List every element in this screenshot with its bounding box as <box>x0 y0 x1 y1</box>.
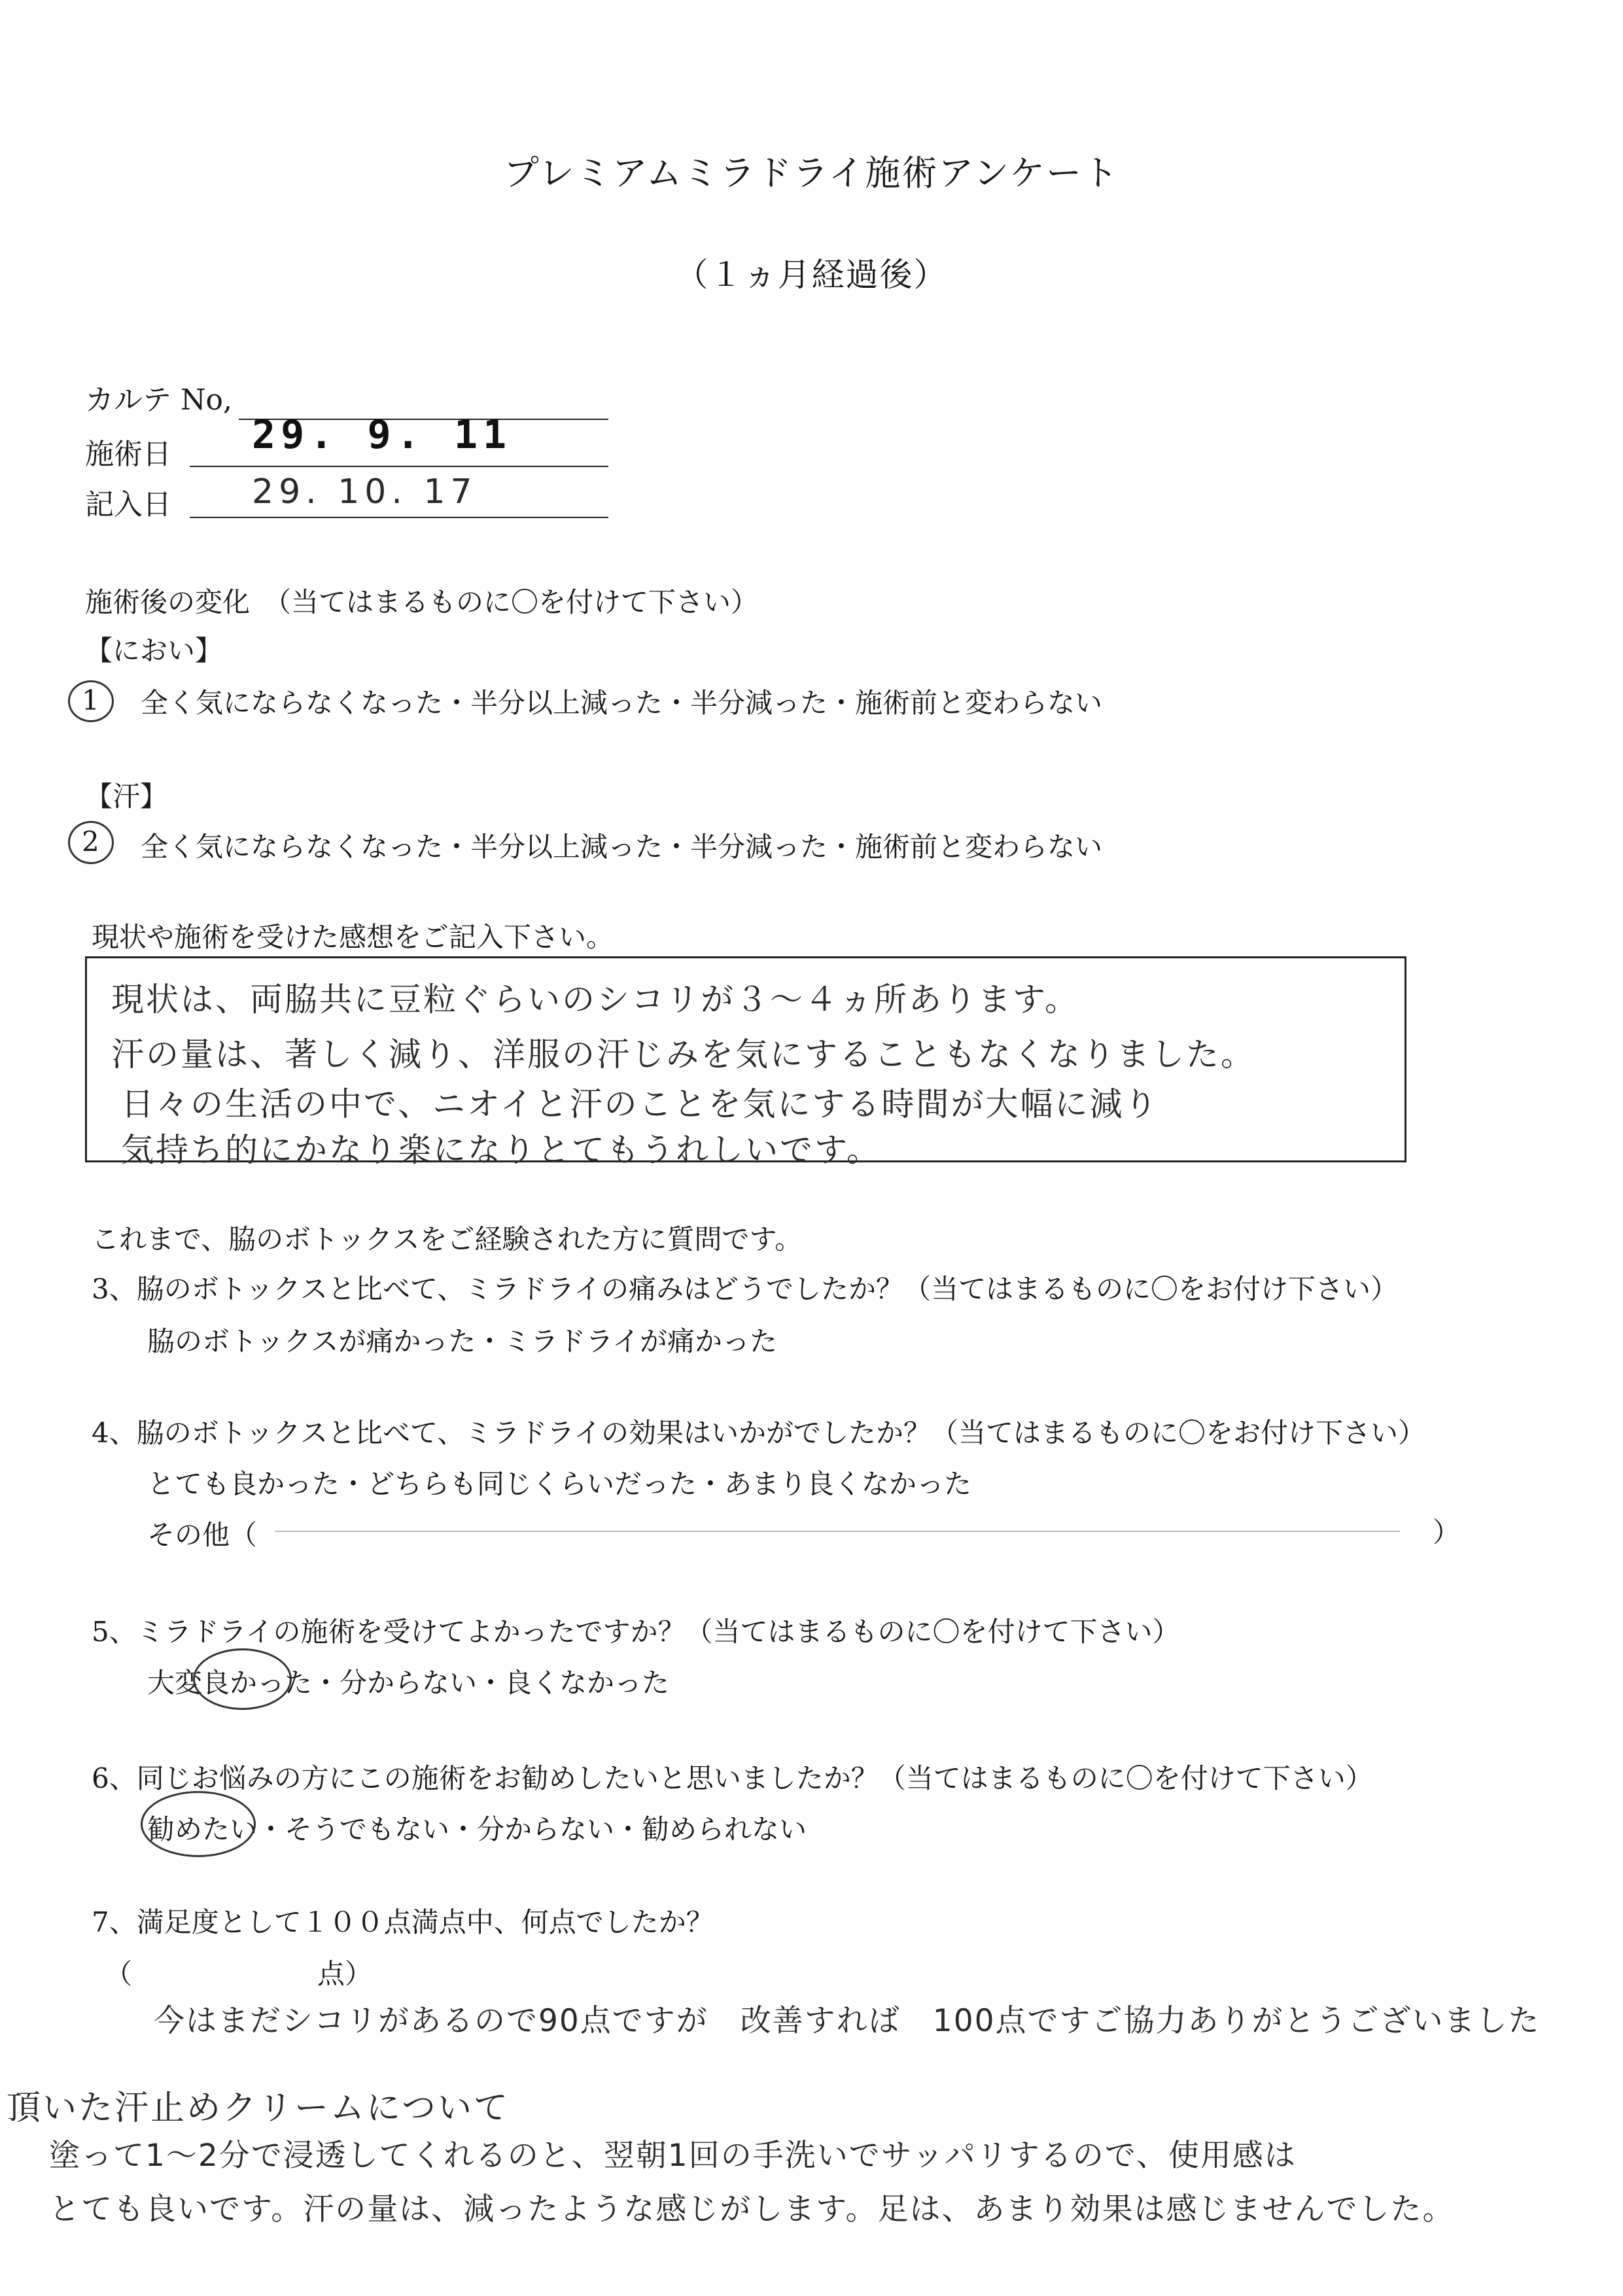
q3-options[interactable]: 脇のボトックスが痛かった・ミラドライが痛かった <box>147 1325 778 1357</box>
q7-score-close: 点） <box>317 1958 373 1990</box>
cream-line-1: 頂いた汗止めクリームについて <box>7 2089 510 2128</box>
changes-heading: 施術後の変化 （当てはまるものに〇を付けて下さい） <box>85 586 759 618</box>
survey-title: プレミアムミラドライ施術アンケート <box>503 152 1120 194</box>
sweat-number: 2 <box>82 826 99 858</box>
treatment-date-label: 施術日 <box>85 438 171 471</box>
q4-other-label: その他（ <box>147 1519 258 1551</box>
impression-line-2: 汗の量は、著しく減り、洋服の汗じみを気にすることもなくなりました。 <box>111 1035 1255 1073</box>
sweat-options[interactable]: 全く気にならなくなった・半分以上減った・半分減った・施術前と変わらない <box>141 831 1103 863</box>
q4-other-line[interactable] <box>275 1531 1400 1532</box>
karte-label: カルテ No, <box>85 383 232 417</box>
impression-prompt: 現状や施術を受けた感想をご記入下さい。 <box>92 921 614 953</box>
q6-question: 6、同じお悩みの方にこの施術をお勧めしたいと思いましたか？（当てはまるものに〇を付けて下さい） <box>92 1762 1373 1794</box>
q6-options[interactable]: 勧めたい・そうでもない・分からない・勧められない <box>147 1813 807 1845</box>
botox-intro: これまで、脇のボトックスをご経験された方に質問です。 <box>92 1223 803 1255</box>
treatment-date-value[interactable]: 29. 9. 11 <box>252 412 512 458</box>
q3-question: 3、脇のボトックスと比べて、ミラドライの痛みはどうでしたか？（当てはまるものに〇をお付け下さい） <box>92 1273 1398 1305</box>
smell-number: 1 <box>82 684 99 716</box>
impression-line-1: 現状は、両脇共に豆粒ぐらいのシコリが３～４ヵ所あります。 <box>111 981 1079 1018</box>
cream-line-3: とても良いです。汗の量は、減ったような感じがします。足は、あまり効果は感じませんでした。 <box>49 2191 1455 2227</box>
entry-date-underline <box>190 517 608 518</box>
smell-options[interactable]: 全く気にならなくなった・半分以上減った・半分減った・施術前と変わらない <box>141 687 1103 719</box>
sweat-label: 【汗】 <box>85 780 168 812</box>
cream-line-2: 塗って1～2分で浸透してくれるのと、翌朝1回の手洗いでサッパリするので、使用感は <box>49 2138 1297 2174</box>
q5-question: 5、ミラドライの施術を受けてよかったですか？（当てはまるものに〇を付けて下さい） <box>92 1616 1180 1648</box>
q7-question: 7、満足度として１００点満点中、何点でしたか？ <box>92 1906 714 1938</box>
impression-line-4: 気持ち的にかなり楽になりとてもうれしいです。 <box>121 1131 881 1169</box>
q4-question: 4、脇のボトックスと比べて、ミラドライの効果はいかがでしたか？（当てはまるものに〇をお付け下さい） <box>92 1417 1425 1449</box>
q5-answer-circle <box>193 1648 292 1710</box>
entry-date-label: 記入日 <box>85 488 171 521</box>
q5-options[interactable]: 大変良かった・分からない・良くなかった <box>147 1667 670 1699</box>
treatment-date-underline <box>190 466 608 467</box>
q7-score-open: （ <box>105 1958 133 1990</box>
q4-other-close: ） <box>1433 1516 1461 1548</box>
q7-answer: 今はまだシコリがあるので90点ですが 改善すれば 100点ですご協力ありがとうございました <box>154 2003 1541 2039</box>
impression-line-3: 日々の生活の中で、ニオイと汗のことを気にする時間が大幅に減り <box>121 1085 1159 1123</box>
entry-date-value[interactable]: 29. 10. 17 <box>252 472 478 512</box>
q6-answer-circle <box>141 1791 256 1857</box>
survey-subtitle: （１ヵ月経過後） <box>675 256 948 294</box>
q4-options[interactable]: とても良かった・どちらも同じくらいだった・あまり良くなかった <box>147 1468 972 1500</box>
smell-label: 【におい】 <box>85 635 223 667</box>
